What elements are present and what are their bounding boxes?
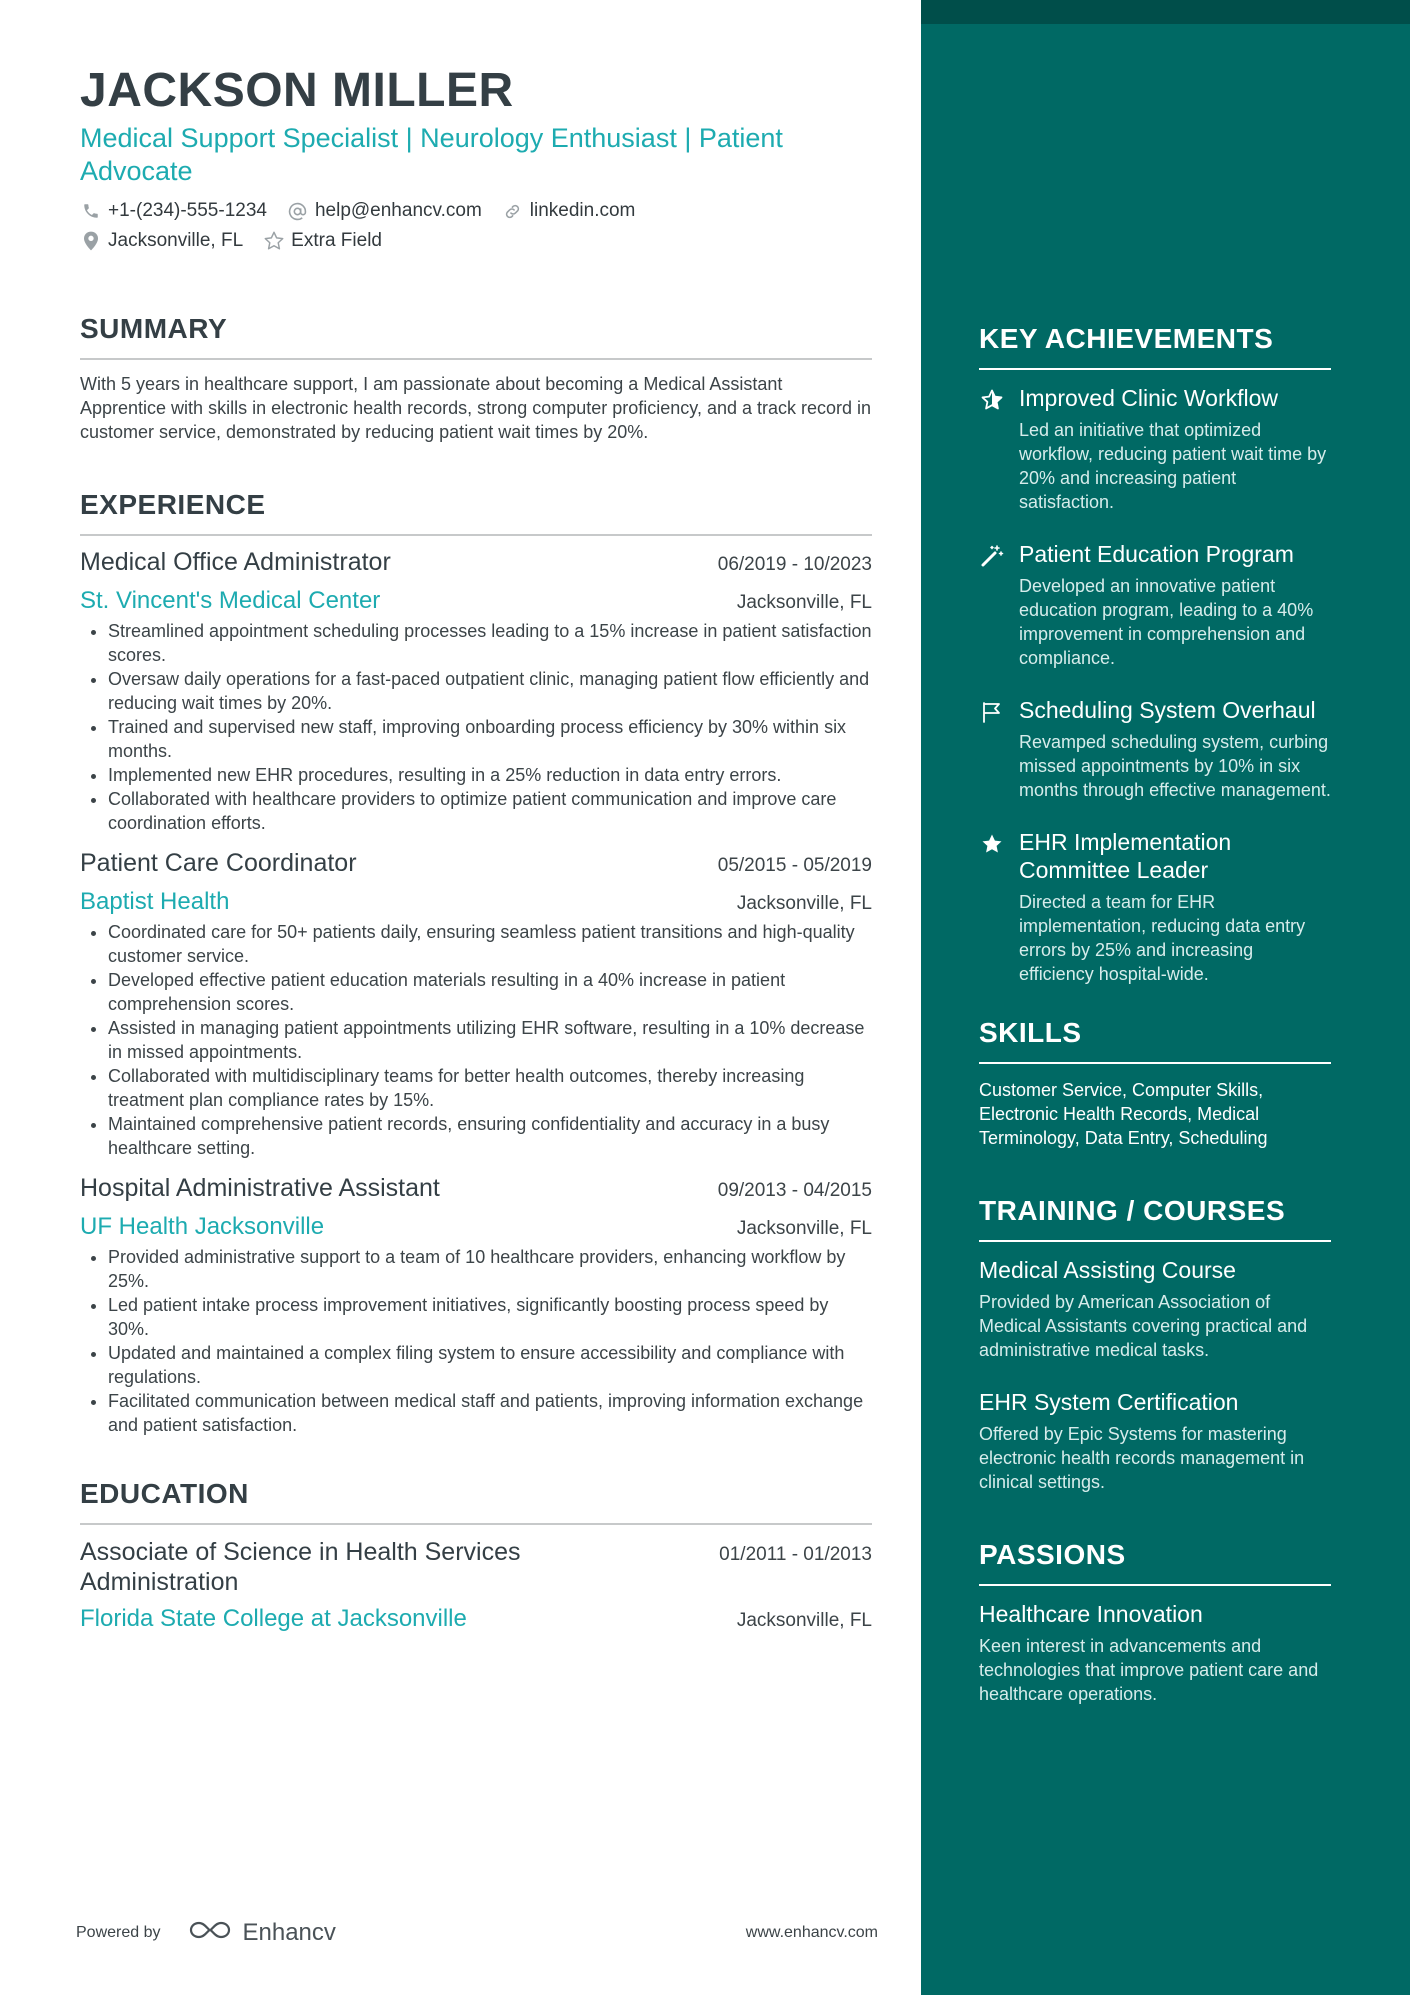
course-desc: Provided by American Association of Medical Assistants covering practical and administrative medical tasks. (979, 1292, 1308, 1360)
course-item (979, 1256, 1331, 1362)
bullet-item: • Updated and maintained a complex filing system to ensure accessibility and compliance with regulations. (108, 1341, 872, 1389)
job-bullets (80, 619, 872, 835)
main-column (80, 62, 872, 1633)
job-bullets (80, 920, 872, 1160)
achievements-title: KEY ACHIEVEMENTS (979, 323, 1274, 354)
job-entry (80, 1174, 872, 1437)
job-location: Jacksonville, FL (736, 592, 872, 613)
location-contact (80, 230, 243, 252)
linkedin-contact[interactable] (502, 200, 636, 222)
job-bullets (80, 1245, 872, 1437)
enhancv-logo[interactable] (187, 1918, 336, 1949)
achievement-desc: Directed a team for EHR implementation, reducing data entry errors by 25% and increasing efficiency hospital-wide. (1019, 892, 1306, 984)
education-dates: 01/2011 - 01/2013 (719, 1544, 872, 1565)
passions-section (979, 1538, 1331, 1706)
bullet-item: • Maintained comprehensive patient records, ensuring confidentiality and accuracy in a busy healthcare setting. (108, 1112, 872, 1160)
achievement-title: Scheduling System Overhaul (1019, 697, 1316, 723)
achievement-title: Patient Education Program (1019, 541, 1294, 567)
map-pin-icon (80, 230, 102, 252)
course-title: Medical Assisting Course (979, 1257, 1236, 1283)
bullet-item: • Assisted in managing patient appointments utilizing EHR software, resulting in a 10% decrease in missed appointments. (108, 1016, 872, 1064)
skills-section (979, 1016, 1331, 1150)
star-outline-icon (263, 230, 285, 252)
website-link[interactable]: www.enhancv.com (745, 1924, 878, 1941)
summary-title: SUMMARY (80, 313, 228, 344)
location-text: Jacksonville, FL (108, 230, 244, 251)
achievement-item (979, 696, 1331, 802)
achievements-divider (979, 368, 1331, 370)
job-location: Jacksonville, FL (736, 893, 872, 914)
bullet-item: • Streamlined appointment scheduling processes leading to a 15% increase in patient satisfaction scores. (108, 619, 872, 667)
skills-title: SKILLS (979, 1017, 1082, 1048)
sidebar-top-bar (921, 0, 1410, 24)
summary-section (80, 312, 872, 444)
education-divider (80, 1523, 872, 1525)
email-contact[interactable] (287, 200, 482, 222)
brand-name: Enhancv (242, 1919, 336, 1946)
achievement-desc: Developed an innovative patient education program, leading to a 40% improvement in comprehension and compliance. (1019, 576, 1314, 668)
bullet-item: • Implemented new EHR procedures, resulting in a 25% reduction in data entry errors. (108, 763, 872, 787)
contact-row-1 (80, 200, 872, 222)
company-name: St. Vincent's Medical Center (80, 587, 381, 614)
extra-field-text: Extra Field (291, 230, 382, 251)
school-name: Florida State College at Jacksonville (80, 1605, 467, 1632)
job-dates: 06/2019 - 10/2023 (717, 554, 872, 575)
education-section (80, 1477, 872, 1633)
experience-title: EXPERIENCE (80, 489, 266, 520)
bullet-item: • Trained and supervised new staff, improving onboarding process efficiency by 30% within six months. (108, 715, 872, 763)
skills-divider (979, 1062, 1331, 1064)
bullet-item: • Led patient intake process improvement initiatives, significantly boosting process speed by 30%. (108, 1293, 872, 1341)
phone-icon (80, 200, 102, 222)
star-half-icon (979, 384, 1005, 416)
candidate-name: JACKSON MILLER (80, 64, 514, 117)
bullet-item: • Collaborated with multidisciplinary teams for better health outcomes, thereby increasing treatment plan compliance rates by 15%. (108, 1064, 872, 1112)
training-divider (979, 1240, 1331, 1242)
degree-title: Associate of Science in Health Services Administration (80, 1538, 521, 1596)
footer (76, 1913, 878, 1953)
passion-item (979, 1600, 1331, 1706)
bullet-item: • Oversaw daily operations for a fast-paced outpatient clinic, managing patient flow efficiently and reducing wait times by 20%. (108, 667, 872, 715)
skills-text: Customer Service, Computer Skills, Electronic Health Records, Medical Terminology, Data Entry, Scheduling (979, 1080, 1268, 1148)
flag-icon (979, 696, 1005, 728)
achievement-title: EHR Implementation Committee Leader (1019, 829, 1232, 883)
extra-field-contact (263, 230, 382, 252)
bullet-item: • Coordinated care for 50+ patients daily, ensuring seamless patient transitions and high-quality customer service. (108, 920, 872, 968)
school-location: Jacksonville, FL (736, 1610, 872, 1631)
job-entry (80, 849, 872, 1160)
education-title: EDUCATION (80, 1478, 249, 1509)
achievement-desc: Led an initiative that optimized workflow, reducing patient wait time by 20% and increasing patient satisfaction. (1019, 420, 1327, 512)
bullet-item: • Collaborated with healthcare providers to optimize patient communication and improve care coordination efforts. (108, 787, 872, 835)
phone-text: +1-(234)-555-1234 (108, 200, 267, 221)
bullet-item: • Facilitated communication between medical staff and patients, improving information exchange and patient satisfaction. (108, 1389, 872, 1437)
achievements-section (979, 322, 1331, 986)
company-name: UF Health Jacksonville (80, 1213, 325, 1240)
summary-text: With 5 years in healthcare support, I am passionate about becoming a Medical Assistant Apprentice with skills in electronic health records, strong computer proficiency, and a track record in customer service, demonstrated by reducing patient wait times by 20%. (80, 374, 872, 442)
job-dates: 09/2013 - 04/2015 (717, 1180, 872, 1201)
passions-title: PASSIONS (979, 1539, 1126, 1570)
achievement-item (979, 828, 1331, 986)
powered-by-label: Powered by (76, 1924, 161, 1941)
bullet-item: • Provided administrative support to a team of 10 healthcare providers, enhancing workflow by 25%. (108, 1245, 872, 1293)
achievement-item (979, 384, 1331, 514)
passions-divider (979, 1584, 1331, 1586)
bullet-item: • Developed effective patient education materials resulting in a 40% increase in patient comprehension scores. (108, 968, 872, 1016)
training-title: TRAINING / COURSES (979, 1195, 1286, 1226)
star-icon (979, 828, 1005, 860)
phone-contact[interactable] (80, 200, 267, 222)
magic-wand-icon (979, 540, 1005, 572)
company-name: Baptist Health (80, 888, 230, 915)
headline: Medical Support Specialist | Neurology Enthusiast | Patient Advocate (80, 123, 783, 186)
at-sign-icon (287, 200, 309, 222)
job-location: Jacksonville, FL (736, 1218, 872, 1239)
course-item (979, 1388, 1331, 1494)
training-section (979, 1194, 1331, 1494)
experience-section (80, 488, 872, 1437)
job-title: Medical Office Administrator (80, 548, 391, 576)
achievement-desc: Revamped scheduling system, curbing missed appointments by 10% in six months through effective management. (1019, 732, 1331, 800)
summary-divider (80, 358, 872, 360)
email-text: help@enhancv.com (314, 200, 482, 221)
achievement-item (979, 540, 1331, 670)
job-dates: 05/2015 - 05/2019 (717, 855, 872, 876)
achievement-title: Improved Clinic Workflow (1019, 385, 1279, 411)
contact-row-2 (80, 230, 872, 252)
job-title: Hospital Administrative Assistant (80, 1174, 440, 1202)
passion-desc: Keen interest in advancements and technologies that improve patient care and healthcare operations. (979, 1636, 1319, 1704)
job-entry (80, 548, 872, 835)
link-icon (502, 200, 524, 222)
job-title: Patient Care Coordinator (80, 849, 357, 877)
linkedin-text: linkedin.com (529, 200, 636, 221)
sidebar (921, 0, 1410, 1995)
experience-divider (80, 534, 872, 536)
passion-title: Healthcare Innovation (979, 1601, 1203, 1627)
infinity-logo-icon (187, 1918, 233, 1949)
course-title: EHR System Certification (979, 1389, 1239, 1415)
course-desc: Offered by Epic Systems for mastering electronic health records management in clinical settings. (979, 1424, 1305, 1492)
